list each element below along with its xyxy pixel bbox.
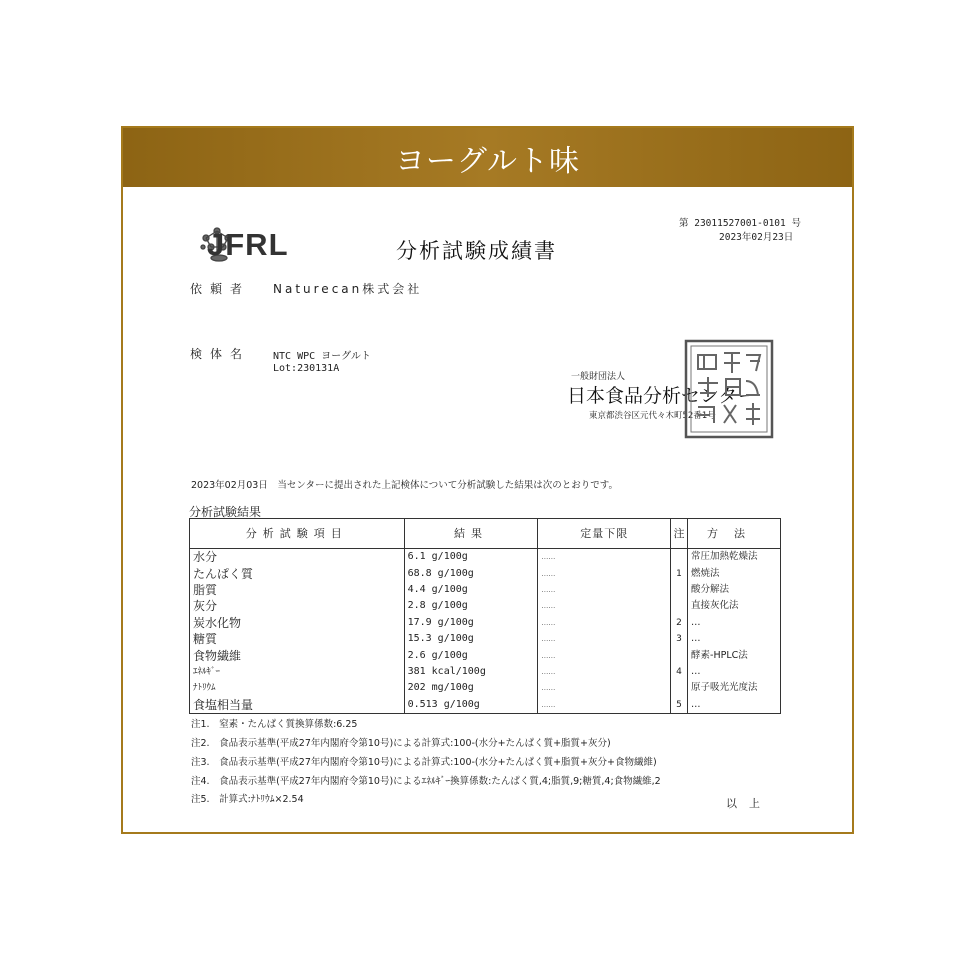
table-row xyxy=(190,680,781,696)
end-mark: 以上 xyxy=(726,797,772,810)
note-cell xyxy=(671,582,688,598)
method-cell: 酸分解法 xyxy=(688,582,781,598)
result-cell: 6.1 g/100g xyxy=(404,549,538,566)
result-cell: 202 mg/100g xyxy=(404,680,538,696)
item-cell: 灰分 xyxy=(190,598,405,614)
limit-cell: …… xyxy=(538,680,671,696)
logo-text: JFRL xyxy=(207,227,289,262)
item-cell: 炭水化物 xyxy=(190,615,405,631)
header-limit: 定量下限 xyxy=(538,519,671,549)
limit-cell: …… xyxy=(538,664,671,680)
header-result: 結果 xyxy=(404,519,538,549)
document-frame xyxy=(121,126,854,834)
item-cell: たんぱく質 xyxy=(190,565,405,581)
issuer-name: 日本食品分析センター xyxy=(567,385,757,407)
limit-cell: …… xyxy=(538,615,671,631)
item-cell: 食物繊維 xyxy=(190,647,405,663)
official-seal-icon xyxy=(684,339,774,439)
note-3: 注3. 食品表示基準(平成27年内閣府令第10号)による計算式:100-(水分+たんぱく質+脂質+灰分+食物繊維) xyxy=(191,757,657,768)
method-cell: … xyxy=(688,631,781,647)
header-note: 注 xyxy=(671,519,688,549)
note-cell: 1 xyxy=(671,565,688,581)
sample-label: 検体名 xyxy=(190,347,251,361)
result-cell: 2.6 g/100g xyxy=(404,647,538,663)
header-method: 方法 xyxy=(688,519,781,549)
item-cell: 水分 xyxy=(190,549,405,566)
method-cell: 直接灰化法 xyxy=(688,598,781,614)
note-cell: 2 xyxy=(671,615,688,631)
table-row xyxy=(190,598,781,614)
issuer-address: 東京都渋谷区元代々木町52番1号 xyxy=(589,411,716,421)
header-item: 分析試験項目 xyxy=(190,519,405,549)
table-row xyxy=(190,565,781,581)
limit-cell: …… xyxy=(538,598,671,614)
table-row xyxy=(190,697,781,714)
result-cell: 15.3 g/100g xyxy=(404,631,538,647)
limit-cell: …… xyxy=(538,697,671,714)
method-cell: … xyxy=(688,664,781,680)
note-cell xyxy=(671,598,688,614)
item-cell: 糖質 xyxy=(190,631,405,647)
result-cell: 17.9 g/100g xyxy=(404,615,538,631)
note-cell: 4 xyxy=(671,664,688,680)
item-cell: 脂質 xyxy=(190,582,405,598)
client-label: 依頼者 xyxy=(190,282,251,296)
result-cell: 2.8 g/100g xyxy=(404,598,538,614)
result-cell: 68.8 g/100g xyxy=(404,565,538,581)
result-cell: 381 kcal/100g xyxy=(404,664,538,680)
item-cell: ﾅﾄﾘｳﾑ xyxy=(190,680,405,696)
item-cell: ｴﾈﾙｷﾞｰ xyxy=(190,664,405,680)
note-4: 注4. 食品表示基準(平成27年内閣府令第10号)によるｴﾈﾙｷﾞｰ換算係数:たんぱく質,4;脂質,9;糖質,4;食物繊維,2 xyxy=(191,776,661,787)
issuer-prefix: 一般財団法人 xyxy=(571,372,626,382)
table-header-row xyxy=(190,519,781,549)
table-row xyxy=(190,631,781,647)
table-row xyxy=(190,549,781,566)
method-cell: … xyxy=(688,615,781,631)
sample-lot: Lot:230131A xyxy=(273,363,340,374)
method-cell: 酵素-HPLC法 xyxy=(688,647,781,663)
section-title: 分析試験結果 xyxy=(189,505,262,519)
note-cell xyxy=(671,680,688,696)
analysis-certificate xyxy=(123,187,852,832)
title-banner xyxy=(123,128,852,187)
note-5: 注5. 計算式:ﾅﾄﾘｳﾑ×2.54 xyxy=(191,794,304,805)
limit-cell: …… xyxy=(538,565,671,581)
client-value: Naturecan株式会社 xyxy=(273,282,423,296)
table-row xyxy=(190,664,781,680)
note-1: 注1. 窒素・たんぱく質換算係数:6.25 xyxy=(191,719,358,730)
method-cell: … xyxy=(688,697,781,714)
limit-cell: …… xyxy=(538,631,671,647)
item-cell: 食塩相当量 xyxy=(190,697,405,714)
result-cell: 4.4 g/100g xyxy=(404,582,538,598)
document-title: 分析試験成績書 xyxy=(396,239,557,263)
limit-cell: …… xyxy=(538,582,671,598)
table-row xyxy=(190,582,781,598)
note-cell xyxy=(671,549,688,566)
note-2: 注2. 食品表示基準(平成27年内閣府令第10号)による計算式:100-(水分+たんぱく質+脂質+灰分) xyxy=(191,738,611,749)
method-cell: 常圧加熱乾燥法 xyxy=(688,549,781,566)
note-cell: 5 xyxy=(671,697,688,714)
banner-title: ヨーグルト味 xyxy=(394,143,581,179)
limit-cell: …… xyxy=(538,647,671,663)
note-cell: 3 xyxy=(671,631,688,647)
intro-text: 2023年02月03日 当センターに提出された上記検体について分析試験した結果は次のとおりです。 xyxy=(191,480,619,491)
results-table xyxy=(189,518,781,714)
limit-cell: …… xyxy=(538,549,671,566)
method-cell: 燃焼法 xyxy=(688,565,781,581)
result-cell: 0.513 g/100g xyxy=(404,697,538,714)
table-row xyxy=(190,615,781,631)
table-row xyxy=(190,647,781,663)
document-date: 2023年02月23日 xyxy=(719,232,794,243)
note-cell xyxy=(671,647,688,663)
document-number: 第 23011527001-0101 号 xyxy=(679,218,801,229)
sample-value: NTC WPC ヨーグルト xyxy=(273,351,371,362)
method-cell: 原子吸光光度法 xyxy=(688,680,781,696)
